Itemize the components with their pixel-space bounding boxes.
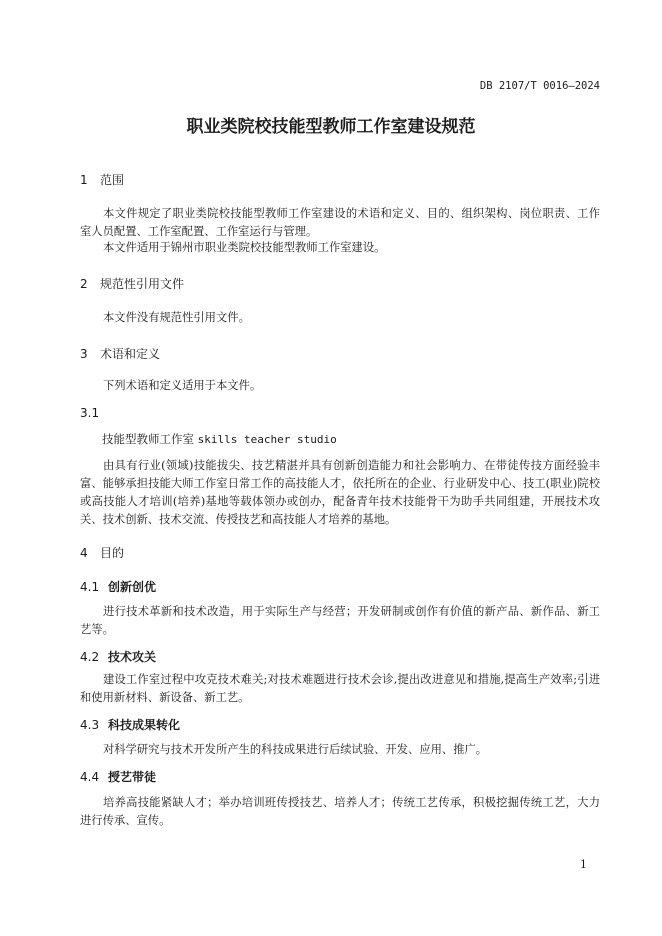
paragraph: 本文件规定了职业类院校技能型教师工作室建设的术语和定义、目的、组织架构、岗位职责、工作室人员配置、工作室配置、工作室运行与管理。 — [80, 207, 600, 238]
section-heading-2 — [80, 275, 184, 292]
section-heading-4 — [80, 544, 124, 561]
paragraph: 建设工作室过程中攻克技术难关;对技术难题进行技术会诊,提出改进意见和措施,提高生产效率;引进和使用新材料、新设备、新工艺。 — [80, 673, 600, 704]
term-english: skills teacher studio — [197, 433, 337, 446]
document-title: 职业类院校技能型教师工作室建设规范 — [186, 117, 476, 137]
paragraph: 培养高技能紧缺人才；举办培训班传授技艺、培养人才；传统工艺传承，积极挖掘传统工艺，大力进行传承、宣传。 — [80, 796, 600, 827]
section-heading-3 — [80, 345, 160, 362]
subsection-title: 科技成果转化 — [108, 718, 181, 732]
section-number: 4 — [80, 546, 88, 560]
section-number: 3 — [80, 347, 88, 361]
paragraph: 下列术语和定义适用于本文件。 — [103, 379, 262, 392]
paragraph: 对科学研究与技术开发所产生的科技成果进行后续试验、开发、应用、推广。 — [103, 743, 488, 756]
section-title: 规范性引用文件 — [100, 277, 185, 291]
section-number: 1 — [80, 173, 88, 187]
subsection-heading-4-1 — [80, 578, 156, 595]
term-definition: 由具有行业(领域)技能拔尖、技艺精湛并具有创新创造能力和社会影响力、在带徒传技方面经验丰富、能够承担技能大师工作室日常工作的高技能人才，依托所在的企业、行业研发中心、技工(职业)院校或高技能人才培训(培养)基地等载体领办或创办，配备青年技术技能骨干为助手共同组建，开展技术攻关、技术创新、技术交流、传授技艺和高技能人才培养的基地。 — [80, 459, 600, 526]
subsection-heading-4-4 — [80, 768, 156, 785]
subsection-title: 创新创优 — [108, 580, 157, 594]
subsection-title: 技术攻关 — [108, 650, 157, 664]
section-title: 范围 — [100, 173, 125, 187]
standard-code: DB 2107/T 0016—2024 — [479, 80, 600, 92]
term-entry — [102, 431, 337, 447]
section-heading-1 — [80, 171, 124, 188]
subsection-heading-4-2 — [80, 648, 156, 665]
paragraph: 本文件没有规范性引用文件。 — [103, 311, 250, 324]
term-chinese: 技能型教师工作室 — [102, 432, 194, 446]
term-number: 3.1 — [80, 406, 100, 420]
subsection-number: 4.3 — [80, 718, 100, 732]
subsection-number: 4.2 — [80, 650, 100, 664]
subsection-heading-4-3 — [80, 716, 180, 733]
subsection-title: 授艺带徒 — [108, 770, 157, 784]
page-number: 1 — [580, 858, 587, 871]
section-number: 2 — [80, 277, 88, 291]
subsection-number: 4.1 — [80, 580, 100, 594]
section-title: 目的 — [100, 546, 125, 560]
paragraph: 本文件适用于锦州市职业类院校技能型教师工作室建设。 — [103, 241, 386, 254]
section-title: 术语和定义 — [100, 347, 161, 361]
paragraph: 进行技术革新和技术改造，用于实际生产与经营；开发研制或创作有价值的新产品、新作品、新工艺等。 — [80, 605, 600, 636]
subsection-number: 4.4 — [80, 770, 100, 784]
